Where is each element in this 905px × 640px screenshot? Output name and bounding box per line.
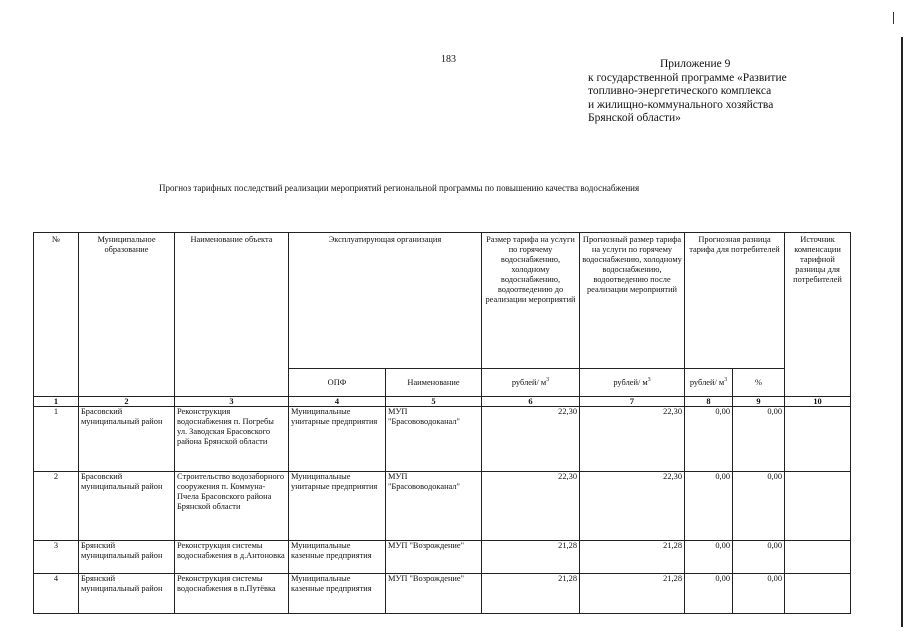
cell-no: 1 (34, 407, 79, 472)
header-unit-before: рублей/ $м^3$ (482, 369, 580, 397)
cell-diff-rub: 0,00 (685, 407, 733, 472)
appendix-line: к государственной программе «Развитие (588, 71, 787, 84)
table-row (34, 541, 851, 574)
column-number: 2 (79, 397, 175, 407)
column-number: 9 (733, 397, 785, 407)
cell-source (785, 574, 851, 614)
table-row (34, 407, 851, 472)
column-number: 4 (289, 397, 386, 407)
appendix-line: Брянской области» (588, 112, 681, 124)
cell-object: Реконструкция системы водоснабжения в д.Антоновка (175, 541, 289, 574)
header-difference: Прогнозная разница тарифа для потребителей (685, 233, 785, 369)
header-opf: ОПФ (289, 369, 386, 397)
cell-diff-pct: 0,00 (733, 541, 785, 574)
header-percent: % (733, 369, 785, 397)
cell-object: Реконструкция водоснабжения п. Погребы ул. Заводская Брасовского района Брянской области (175, 407, 289, 472)
cell-tariff-before: 21,28 (482, 574, 580, 614)
cell-tariff-before: 22,30 (482, 472, 580, 541)
cell-diff-rub: 0,00 (685, 541, 733, 574)
table-row (34, 472, 851, 541)
header-tariff-after: Прогнозный размер тарифа на услуги по горячему водоснабжению, холодному водоснабжению, водоотведению после реализации мероприятий (580, 233, 685, 369)
column-number: 7 (580, 397, 685, 407)
cell-diff-pct: 0,00 (733, 574, 785, 614)
cell-no: 4 (34, 574, 79, 614)
column-number: 8 (685, 397, 733, 407)
cell-opf: Муниципальные казенные предприятия (289, 574, 386, 614)
column-numbers-row (34, 397, 851, 407)
cell-source (785, 407, 851, 472)
cell-tariff-after: 22,30 (580, 407, 685, 472)
header-tariff-before: Размер тарифа на услуги по горячему водоснабжению, холодному водоснабжению, водоотведению до реализации мероприятий (482, 233, 580, 369)
cell-diff-rub: 0,00 (685, 472, 733, 541)
cell-municipality: Брасовский муниципальный район (79, 407, 175, 472)
cell-tariff-after: 22,30 (580, 472, 685, 541)
cell-source (785, 541, 851, 574)
appendix-header (588, 58, 848, 126)
header-unit-diff: рублей/ $м^3$ (685, 369, 733, 397)
document-title: Прогноз тарифных последствий реализации мероприятий региональной программы по повышению качества водоснабжения (159, 183, 640, 193)
cell-name: МУП "Возрождение" (386, 541, 482, 574)
cell-source (785, 472, 851, 541)
column-number: 10 (785, 397, 851, 407)
column-number: 6 (482, 397, 580, 407)
cell-tariff-after: 21,28 (580, 541, 685, 574)
header-municipality: Муниципальное образование (79, 233, 175, 397)
header-name: Наименование (386, 369, 482, 397)
appendix-title: Приложение 9 (660, 58, 731, 70)
cell-opf: Муниципальные унитарные предприятия (289, 407, 386, 472)
column-number: 3 (175, 397, 289, 407)
column-number: 5 (386, 397, 482, 407)
appendix-line: и жилищно-коммунального хозяйства (588, 98, 774, 111)
cell-name: МУП "Брасововодоканал" (386, 407, 482, 472)
tariff-table (33, 232, 851, 614)
margin-mark (893, 12, 894, 24)
cell-tariff-after: 21,28 (580, 574, 685, 614)
cell-tariff-before: 21,28 (482, 541, 580, 574)
cell-name: МУП "Возрождение" (386, 574, 482, 614)
cell-no: 3 (34, 541, 79, 574)
header-operator: Эксплуатирующая организация (289, 233, 482, 369)
unit-superscript: 3 (546, 376, 550, 383)
column-number: 1 (34, 397, 79, 407)
cell-object: Строительство водозаборного сооружения п. Коммуна-Пчела Брасовского района Брянской области (175, 472, 289, 541)
cell-object: Реконструкция системы водоснабжения в п.Путёвка (175, 574, 289, 614)
cell-municipality: Брянский муниципальный район (79, 574, 175, 614)
appendix-line: топливно-энергетического комплекса (588, 85, 772, 97)
table-row (34, 574, 851, 614)
cell-name: МУП "Брасововодоканал" (386, 472, 482, 541)
cell-municipality: Брянский муниципальный район (79, 541, 175, 574)
cell-diff-pct: 0,00 (733, 407, 785, 472)
page-number: 183 (441, 54, 456, 65)
header-no: № (34, 233, 79, 397)
cell-no: 2 (34, 472, 79, 541)
unit-superscript: 3 (647, 376, 651, 383)
cell-tariff-before: 22,30 (482, 407, 580, 472)
header-source: Источник компенсации тарифной разницы для потребителей (785, 233, 851, 397)
cell-diff-pct: 0,00 (733, 472, 785, 541)
unit-superscript: 3 (724, 376, 728, 383)
cell-municipality: Брасовский муниципальный район (79, 472, 175, 541)
header-object: Наименование объекта (175, 233, 289, 397)
margin-line (901, 37, 903, 627)
header-unit-after: рублей/ $м^3$ (580, 369, 685, 397)
cell-diff-rub: 0,00 (685, 574, 733, 614)
cell-opf: Муниципальные казенные предприятия (289, 541, 386, 574)
cell-opf: Муниципальные унитарные предприятия (289, 472, 386, 541)
